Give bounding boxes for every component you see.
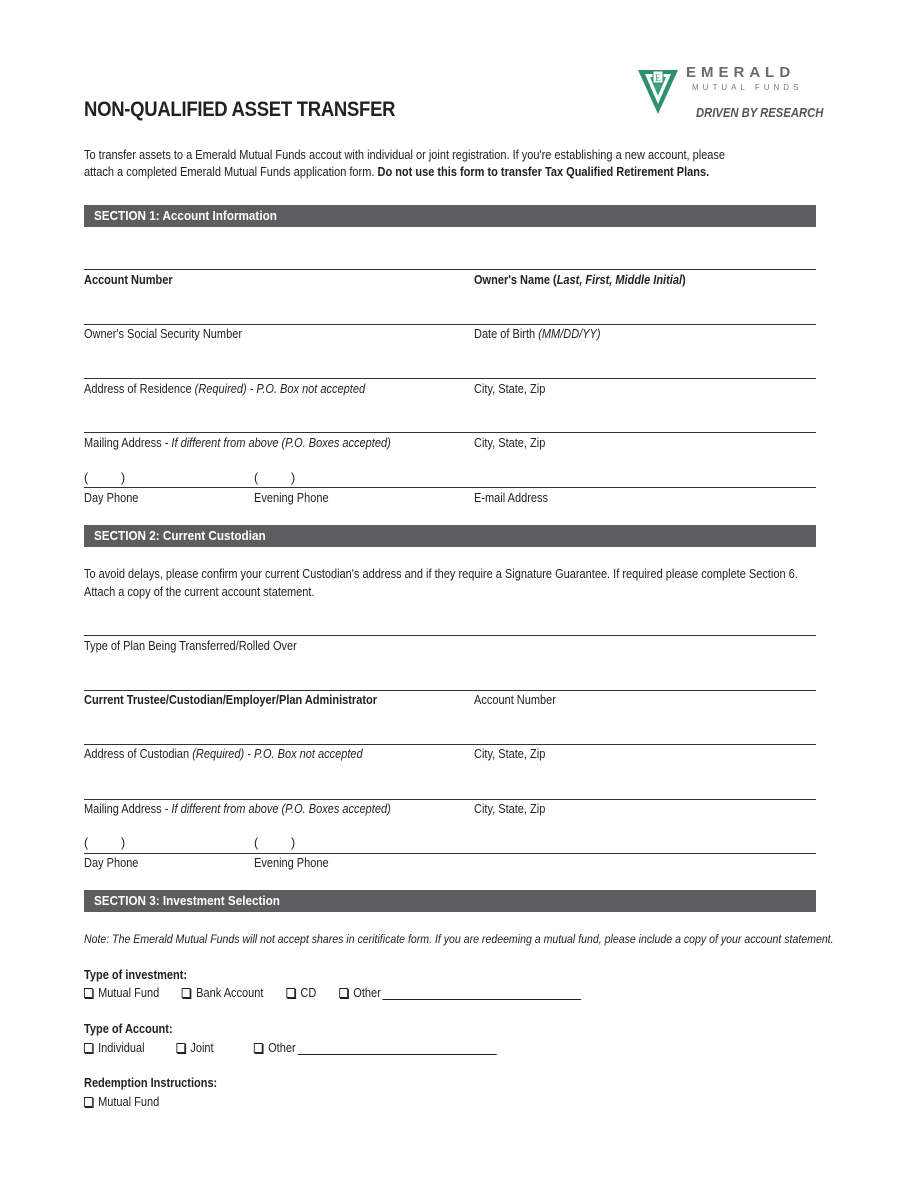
checkbox-icon[interactable] xyxy=(84,1097,93,1107)
label-owners-name: Owner's Name (Last, First, Middle Initial) xyxy=(474,273,686,287)
intro-text: To transfer assets to a Emerald Mutual Funds accout with individual or joint registration. If you're establishing a new account, please attach a completed Emerald Mutual Funds application form. xyxy=(84,148,726,179)
label-dob: Date of Birth (MM/DD/YY) xyxy=(474,327,601,341)
section-1-header: SECTION 1: Account Information xyxy=(84,205,816,227)
account-type-label: Type of Account: xyxy=(84,1022,173,1036)
day-phone-area-close: ) xyxy=(121,471,126,485)
label-residence: Address of Residence (Required) - P.O. Box not accepted xyxy=(84,382,366,396)
logo-brand: EMERALD xyxy=(686,64,796,81)
custodian-evening-phone-open: ( xyxy=(254,836,259,850)
field-line-ssn[interactable] xyxy=(84,324,816,325)
label-mailing-address: Mailing Address - If different from above (P.O. Boxes accepted) xyxy=(84,436,391,450)
emerald-shield-icon xyxy=(636,66,680,118)
field-line-phones[interactable] xyxy=(84,487,816,488)
label-custodian-city-2: City, State, Zip xyxy=(474,802,546,816)
option-other-investment[interactable]: Other xyxy=(339,986,581,1000)
label-email: E-mail Address xyxy=(474,491,548,505)
investment-options xyxy=(84,986,604,1001)
intro-bold-text: Do not use this form to transfer Tax Qualified Retirement Plans. xyxy=(377,165,710,179)
field-line-trustee[interactable] xyxy=(84,690,816,691)
field-line-custodian-address[interactable] xyxy=(84,744,816,745)
investment-type-label: Type of investment: xyxy=(84,968,188,982)
label-day-phone: Day Phone xyxy=(84,491,139,505)
label-ssn: Owner's Social Security Number xyxy=(84,327,242,341)
option-redemption-mutual-fund[interactable]: Mutual Fund xyxy=(84,1095,159,1109)
label-custodian-account-number: Account Number xyxy=(474,693,556,707)
field-line-plan-type[interactable] xyxy=(84,635,816,636)
option-mutual-fund[interactable]: Mutual Fund xyxy=(84,986,159,1000)
logo-tagline: DRIVEN BY RESEARCH xyxy=(696,106,824,120)
section-3-note: Note: The Emerald Mutual Funds will not accept shares in ceritificate form. If you are redeeming a mutual fund, please include a copy of your account statement. xyxy=(84,932,834,946)
other-account-input[interactable] xyxy=(297,1042,496,1055)
redemption-label: Redemption Instructions: xyxy=(84,1076,218,1090)
checkbox-icon[interactable] xyxy=(286,988,295,998)
section-2-header: SECTION 2: Current Custodian xyxy=(84,525,816,547)
label-account-number: Account Number xyxy=(84,273,173,287)
checkbox-icon[interactable] xyxy=(176,1043,185,1053)
other-investment-input[interactable] xyxy=(383,987,582,1000)
evening-phone-area-open: ( xyxy=(254,471,259,485)
label-custodian-evening-phone: Evening Phone xyxy=(254,856,329,870)
redemption-options xyxy=(84,1095,182,1110)
label-custodian-city-1: City, State, Zip xyxy=(474,747,546,761)
label-custodian-day-phone: Day Phone xyxy=(84,856,139,870)
label-custodian-address: Address of Custodian (Required) - P.O. Box not accepted xyxy=(84,747,363,761)
custodian-evening-phone-close: ) xyxy=(291,836,296,850)
checkbox-icon[interactable] xyxy=(84,1043,93,1053)
account-options xyxy=(84,1041,519,1056)
checkbox-icon[interactable] xyxy=(254,1043,263,1053)
svg-text:E: E xyxy=(655,73,661,83)
field-line-account-number[interactable] xyxy=(84,269,816,270)
section-3-header: SECTION 3: Investment Selection xyxy=(84,890,816,912)
checkbox-icon[interactable] xyxy=(182,988,191,998)
label-trustee: Current Trustee/Custodian/Employer/Plan Administrator xyxy=(84,693,377,707)
label-city-state-zip-2: City, State, Zip xyxy=(474,436,546,450)
label-plan-type: Type of Plan Being Transferred/Rolled Over xyxy=(84,639,297,653)
logo-subtitle: MUTUAL FUNDS xyxy=(692,83,803,92)
label-evening-phone: Evening Phone xyxy=(254,491,329,505)
checkbox-icon[interactable] xyxy=(339,988,348,998)
option-individual[interactable]: Individual xyxy=(84,1041,145,1055)
field-line-residence[interactable] xyxy=(84,378,816,379)
custodian-day-phone-open: ( xyxy=(84,836,89,850)
evening-phone-area-close: ) xyxy=(291,471,296,485)
form-title: NON-QUALIFIED ASSET TRANSFER xyxy=(84,98,396,121)
field-line-custodian-phones[interactable] xyxy=(84,853,816,854)
emerald-logo xyxy=(636,64,826,124)
option-other-account[interactable]: Other xyxy=(254,1041,496,1055)
option-cd[interactable]: CD xyxy=(286,986,316,1000)
section-2-paragraph: To avoid delays, please confirm your current Custodian's address and if they require a Signature Guarantee. If required please complete Section 6. Attach a copy of the current account statement. xyxy=(84,567,798,599)
label-city-state-zip-1: City, State, Zip xyxy=(474,382,546,396)
day-phone-area-open: ( xyxy=(84,471,89,485)
field-line-mailing[interactable] xyxy=(84,432,816,433)
custodian-day-phone-close: ) xyxy=(121,836,126,850)
label-custodian-mailing: Mailing Address - If different from above (P.O. Boxes accepted) xyxy=(84,802,391,816)
option-bank-account[interactable]: Bank Account xyxy=(182,986,263,1000)
option-joint[interactable]: Joint xyxy=(176,1041,213,1055)
intro-paragraph xyxy=(84,147,735,181)
checkbox-icon[interactable] xyxy=(84,988,93,998)
field-line-custodian-mailing[interactable] xyxy=(84,799,816,800)
